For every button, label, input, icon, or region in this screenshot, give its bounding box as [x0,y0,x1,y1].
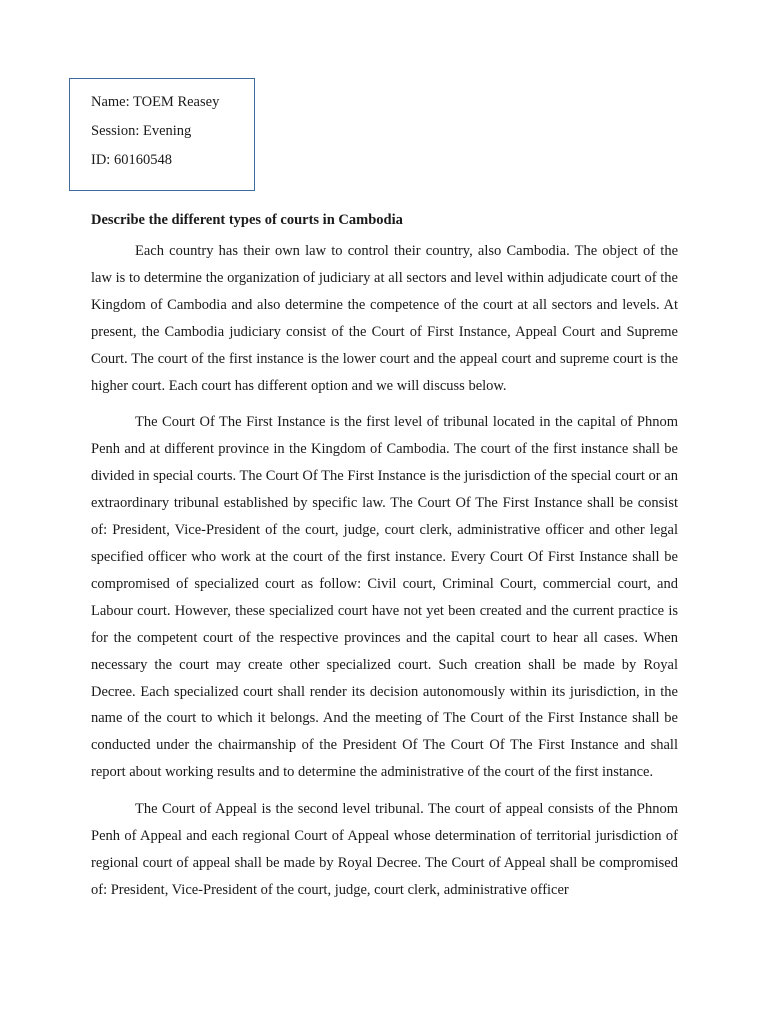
document-heading: Describe the different types of courts in Cambodia [91,212,403,228]
paragraph-court-of-appeal: The Court of Appeal is the second level tribunal. The court of appeal consists of the Phnom Penh of Appeal and each regional Court of Appeal whose determination of territorial jurisdiction of regional court of appeal shall be made by Royal Decree. The Court of Appeal shall be compromised of: President, Vice-President of the court, judge, court clerk, administrative officer [91,801,678,898]
document-body [91,210,678,914]
student-info-box [69,78,255,191]
student-session: Session: Evening [91,123,192,139]
student-id: ID: 60160548 [91,152,172,168]
paragraph-intro: Each country has their own law to control their country, also Cambodia. The object of the law is to determine the organization of judiciary at all sectors and level within adjudicate court of the Kingdom of Cambodia and also determine the competence of the court at all sectors and levels. At present, the Cambodia judiciary consist of the Court of First Instance, Appeal Court and Supreme Court. The court of the first instance is the lower court and the appeal court and supreme court is the higher court. Each court has different option and we will discuss below. [91,243,678,394]
paragraph-first-instance: The Court Of The First Instance is the first level of tribunal located in the capital of Phnom Penh and at different province in the Kingdom of Cambodia. The court of the first instance shall be divided in special courts. The Court Of The First Instance is the jurisdiction of the special court or an extraordinary tribunal established by specific law. The Court Of The First Instance shall be consist of: President, Vice-President of the court, judge, court clerk, administrative officer and other legal specified officer who work at the court of the first instance. Every Court Of First Instance shall be compromised of specialized court as follow: Civil court, Criminal Court, commercial court, and Labour court. However, these specialized court have not yet been created and the current practice is for the competent court of the respective provinces and the capital court to hear all cases. When necessary the court may create other specialized court. Such creation shall be made by Royal Decree. Each specialized court shall render its decision autonomously within its jurisdiction, in the name of the court to which it belongs. And the meeting of The Court of the First Instance shall be conducted under the chairmanship of the President Of The Court Of The First Instance and shall report about working results and to determine the administrative of the court of the first instance. [91,414,678,781]
student-name: Name: TOEM Reasey [91,94,220,110]
